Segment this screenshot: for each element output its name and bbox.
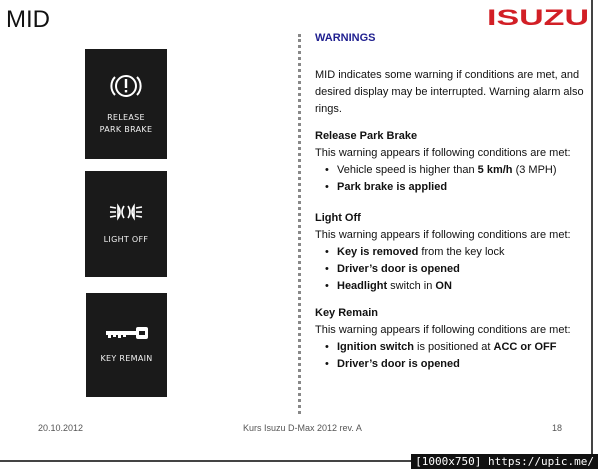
image-size-stamp: [1000x750] https://upic.me/	[411, 454, 598, 469]
page-title: MID	[6, 6, 50, 33]
panel-label-release: RELEASE	[107, 113, 145, 122]
svg-text:ISUZU: ISUZU	[487, 7, 589, 27]
light-indicator-icon	[108, 202, 144, 222]
section-title: Key Remain	[315, 307, 378, 319]
panel-label-park-brake: PARK BRAKE	[99, 125, 153, 134]
mid-panel-release-park-brake	[85, 49, 167, 159]
section-title: Light Off	[315, 212, 361, 224]
section-title: Release Park Brake	[315, 130, 418, 142]
list-item: • Driver’s door is opened	[335, 261, 585, 278]
condition-list	[315, 244, 585, 295]
section-light-off	[315, 210, 585, 295]
section-release-park-brake	[315, 128, 585, 196]
section-description: This warning appears if following conditions are met:	[315, 324, 571, 336]
list-item: • Ignition switch is positioned at ACC or OFF	[335, 339, 585, 356]
mid-panel-key-remain	[86, 293, 167, 397]
footer-course: Kurs Isuzu D-Max 2012 rev. A	[243, 423, 362, 433]
list-item: • Key is removed from the key lock	[335, 244, 585, 261]
section-description: This warning appears if following conditions are met:	[315, 147, 571, 159]
isuzu-logo	[486, 7, 590, 27]
key-icon	[104, 325, 150, 341]
condition-list	[315, 162, 585, 196]
footer-page-number: 18	[552, 423, 563, 433]
list-item: • Vehicle speed is higher than 5 km/h (3 MPH)	[335, 162, 585, 179]
section-description: This warning appears if following conditions are met:	[315, 229, 571, 241]
section-key-remain	[315, 305, 585, 373]
mid-panel-light-off	[85, 171, 167, 277]
footer-date: 20.10.2012	[38, 423, 84, 433]
list-item: • Driver’s door is opened	[335, 356, 585, 373]
panel-label-light-off: LIGHT OFF	[103, 235, 149, 244]
warnings-heading: WARNINGS	[315, 32, 376, 44]
panel-label-key-remain: KEY REMAIN	[100, 354, 153, 363]
condition-list	[315, 339, 585, 373]
list-item: • Headlight switch in ON	[335, 278, 585, 295]
park-brake-warning-icon	[109, 72, 143, 100]
dotted-divider	[298, 34, 301, 414]
warnings-intro: MID indicates some warning if conditions are met, and desired display may be interrupted. Warning alarm also rings.	[315, 69, 584, 115]
warnings-content	[315, 30, 585, 373]
list-item: • Park brake is applied	[335, 179, 585, 196]
